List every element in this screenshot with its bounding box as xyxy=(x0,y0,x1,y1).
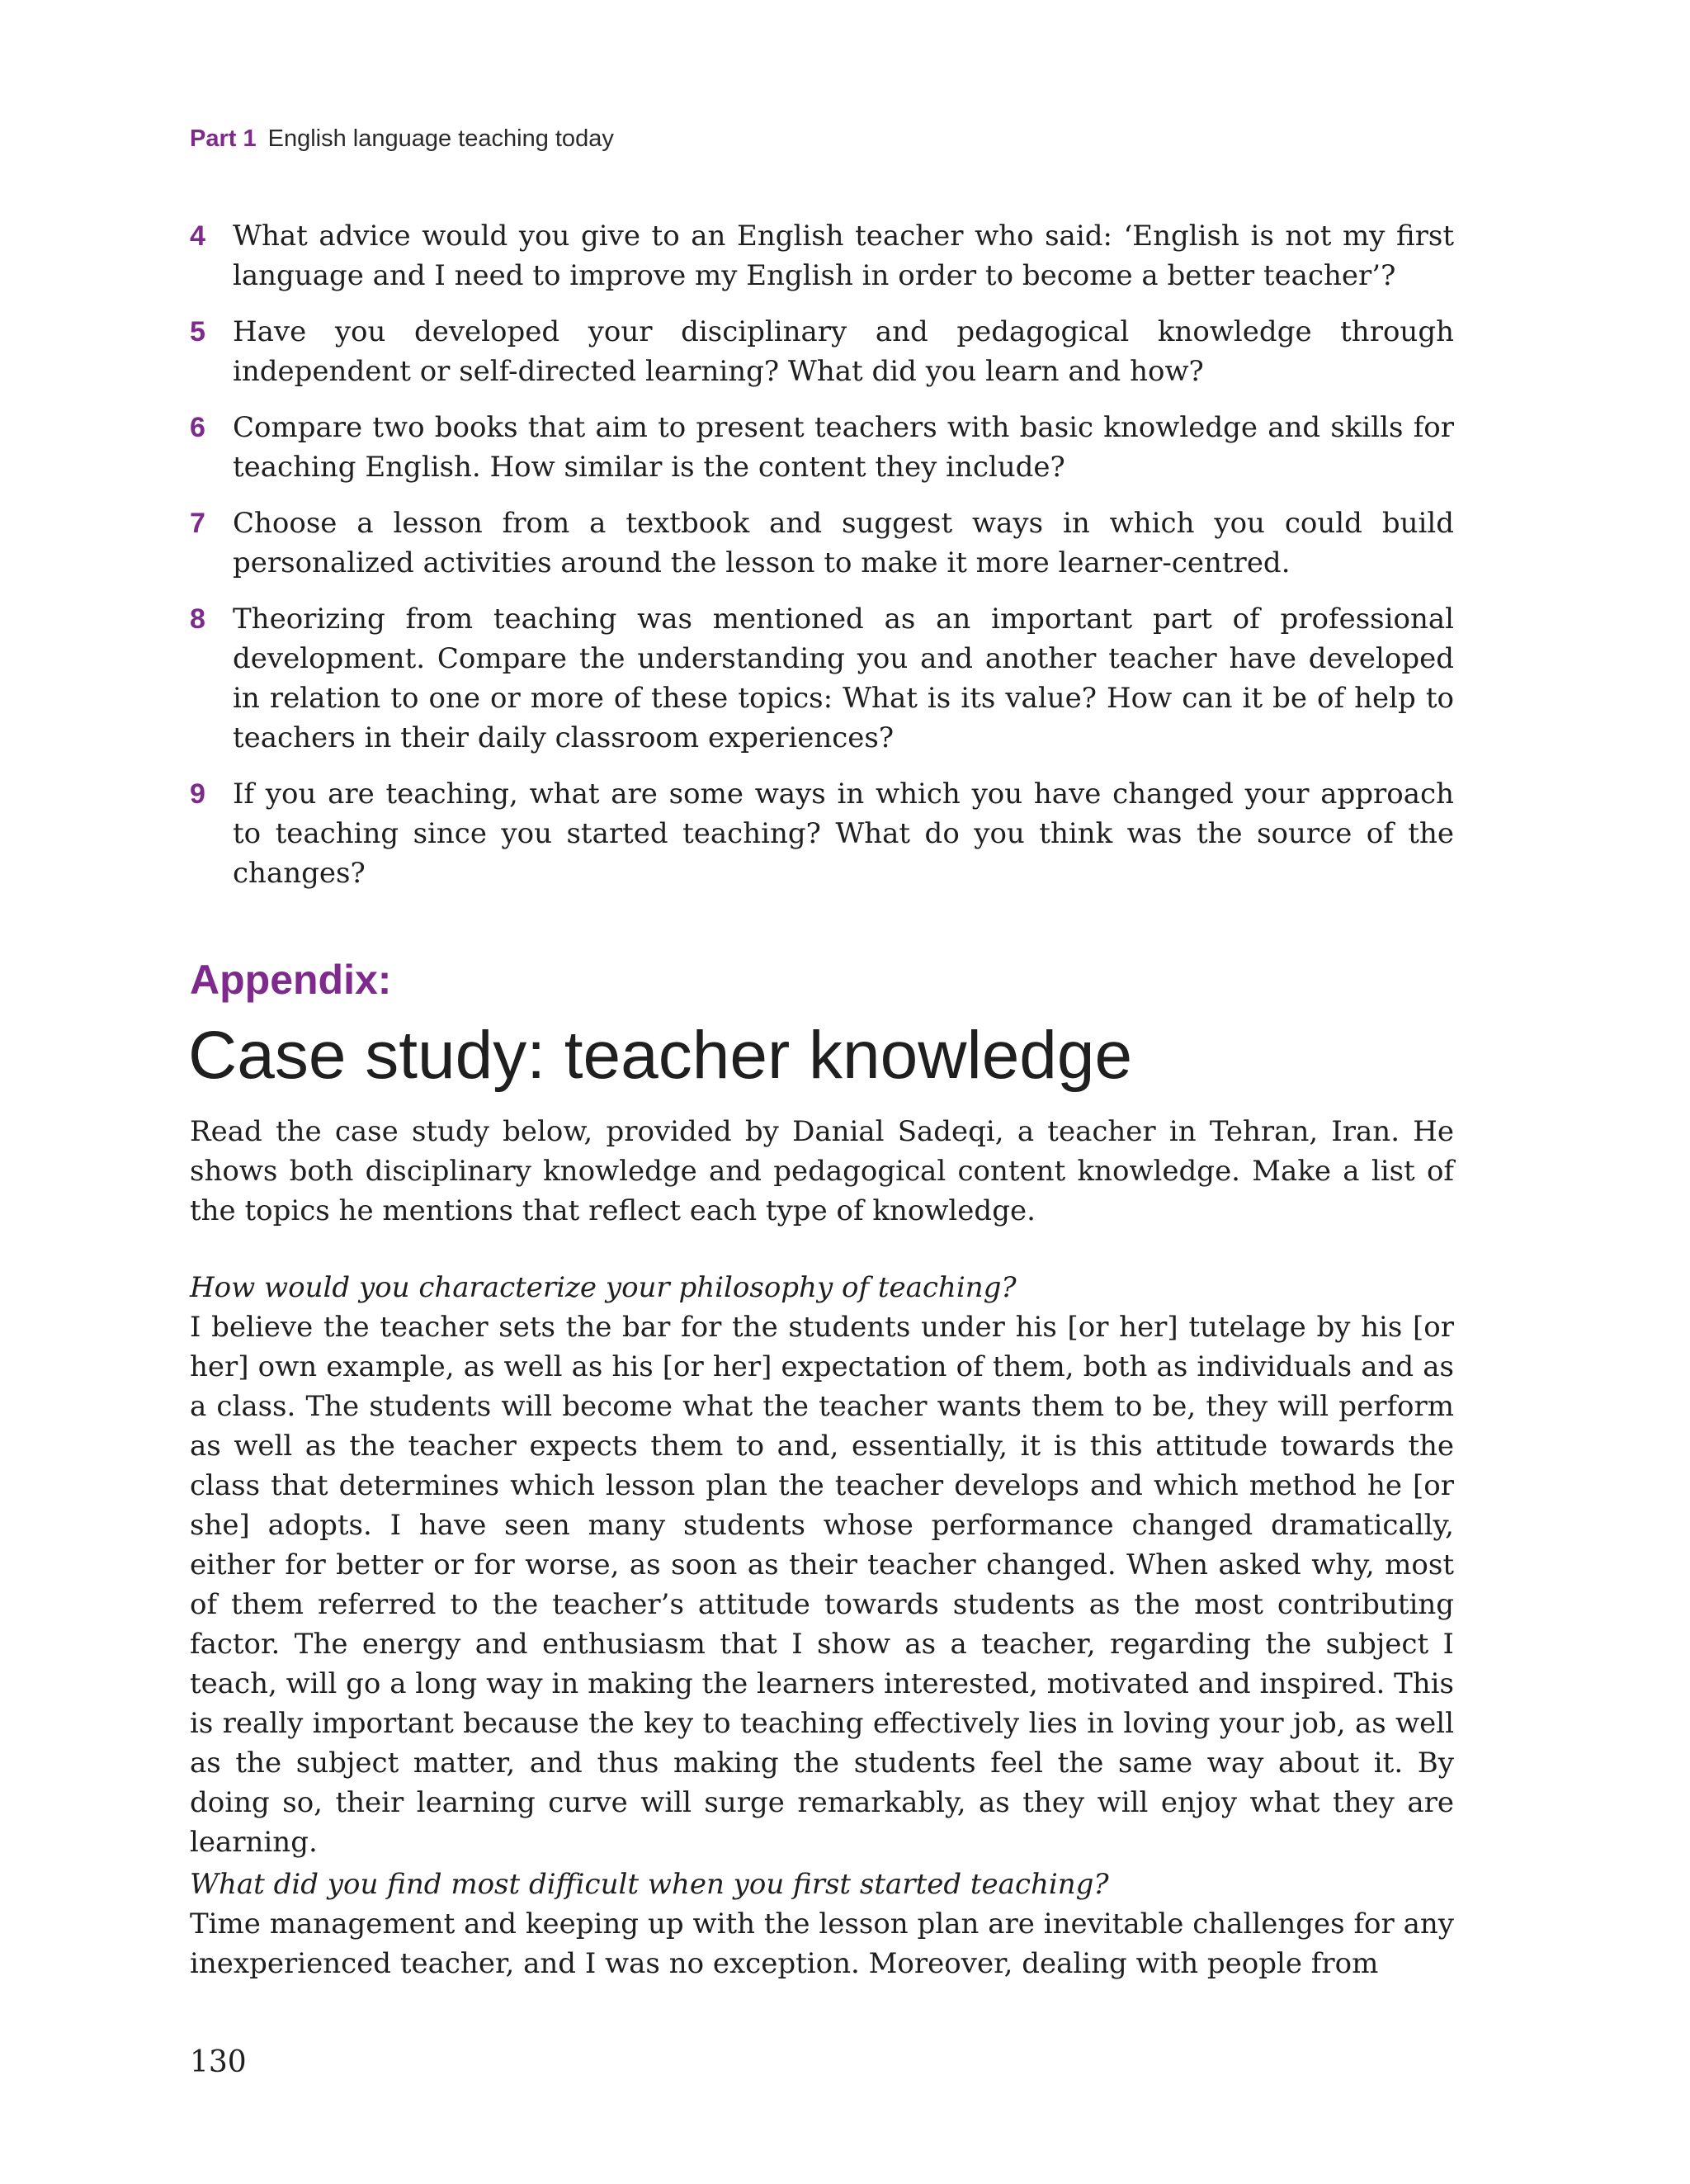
interview-question-heading: How would you characterize your philosophy of teaching? xyxy=(190,1271,1017,1304)
interview-answer: I believe the teacher sets the bar for the students under his [or her] tutelage by his [or her] own example, as well as his [or her] expectation of them, both as individuals and as a class. The students will become what the teacher wants them to be, they will perform as well as the teacher expects them to and, essentially, it is this attitude towards the class that determines which lesson plan the teacher develops and which method he [or she] adopts. I have seen many students whose performance changed dramatically, either for better or for worse, as soon as their teacher changed. When asked why, most of them referred to the teacher’s attitude towards students as the most contributing factor. The energy and enthusiasm that I show as a teacher, regarding the subject I teach, will go a long way in making the learners interested, motivated and inspired. This is really important because the key to teaching effectively lies in loving your job, as well as the subject matter, and thus making the students feel the same way about it. By doing so, their learning curve will surge remarkably, as they will enjoy what they are learning. xyxy=(190,1311,1454,1859)
header-title: English language teaching today xyxy=(267,125,614,152)
discussion-questions-list xyxy=(190,216,1454,910)
question-number: 9 xyxy=(190,778,205,810)
list-item xyxy=(190,216,1454,295)
question-text: Choose a lesson from a textbook and suggest ways in which you could build personalized activities around the lesson to make it more learner-centred. xyxy=(233,507,1454,579)
section-title: Case study: teacher knowledge xyxy=(188,1018,1133,1093)
question-number: 4 xyxy=(190,220,205,252)
question-number: 7 xyxy=(190,508,205,539)
list-item xyxy=(190,774,1454,893)
list-item xyxy=(190,408,1454,487)
question-text: If you are teaching, what are some ways in which you have changed your approach to teaching since you started teaching? What do you think was the source of the changes? xyxy=(233,778,1454,890)
list-item xyxy=(190,312,1454,391)
question-number: 6 xyxy=(190,412,205,443)
question-number: 8 xyxy=(190,603,205,635)
question-text: Compare two books that aim to present teachers with basic knowledge and skills for teaching English. How similar is the content they include? xyxy=(233,411,1454,484)
appendix-label: Appendix: xyxy=(190,957,392,1003)
running-header xyxy=(190,125,614,153)
question-text: Theorizing from teaching was mentioned as an important part of professional development. Compare the understanding you and another teacher have developed in relation to one or more of these topics: What is its value? How can it be of help to teachers in their daily classroom experiences? xyxy=(233,603,1454,754)
question-number: 5 xyxy=(190,316,205,347)
interview-question-heading: What did you find most difficult when you first started teaching? xyxy=(190,1868,1109,1901)
list-item xyxy=(190,599,1454,758)
question-text: What advice would you give to an English teacher who said: ‘English is not my first language and I need to improve my English in order to become a better teacher’? xyxy=(233,220,1454,292)
interview-answer: Time management and keeping up with the lesson plan are inevitable challenges for any inexperienced teacher, and I was no exception. Moreover, dealing with people from xyxy=(190,1907,1454,1980)
list-item xyxy=(190,503,1454,583)
header-part-label: Part 1 xyxy=(190,125,257,152)
question-text: Have you developed your disciplinary and pedagogical knowledge through independent or self-directed learning? What did you learn and how? xyxy=(233,315,1454,388)
page-number: 130 xyxy=(190,2045,247,2079)
case-study-intro: Read the case study below, provided by Danial Sadeqi, a teacher in Tehran, Iran. He shows both disciplinary knowledge and pedagogical content knowledge. Make a list of the topics he mentions that reflect each type of knowledge. xyxy=(190,1115,1454,1227)
